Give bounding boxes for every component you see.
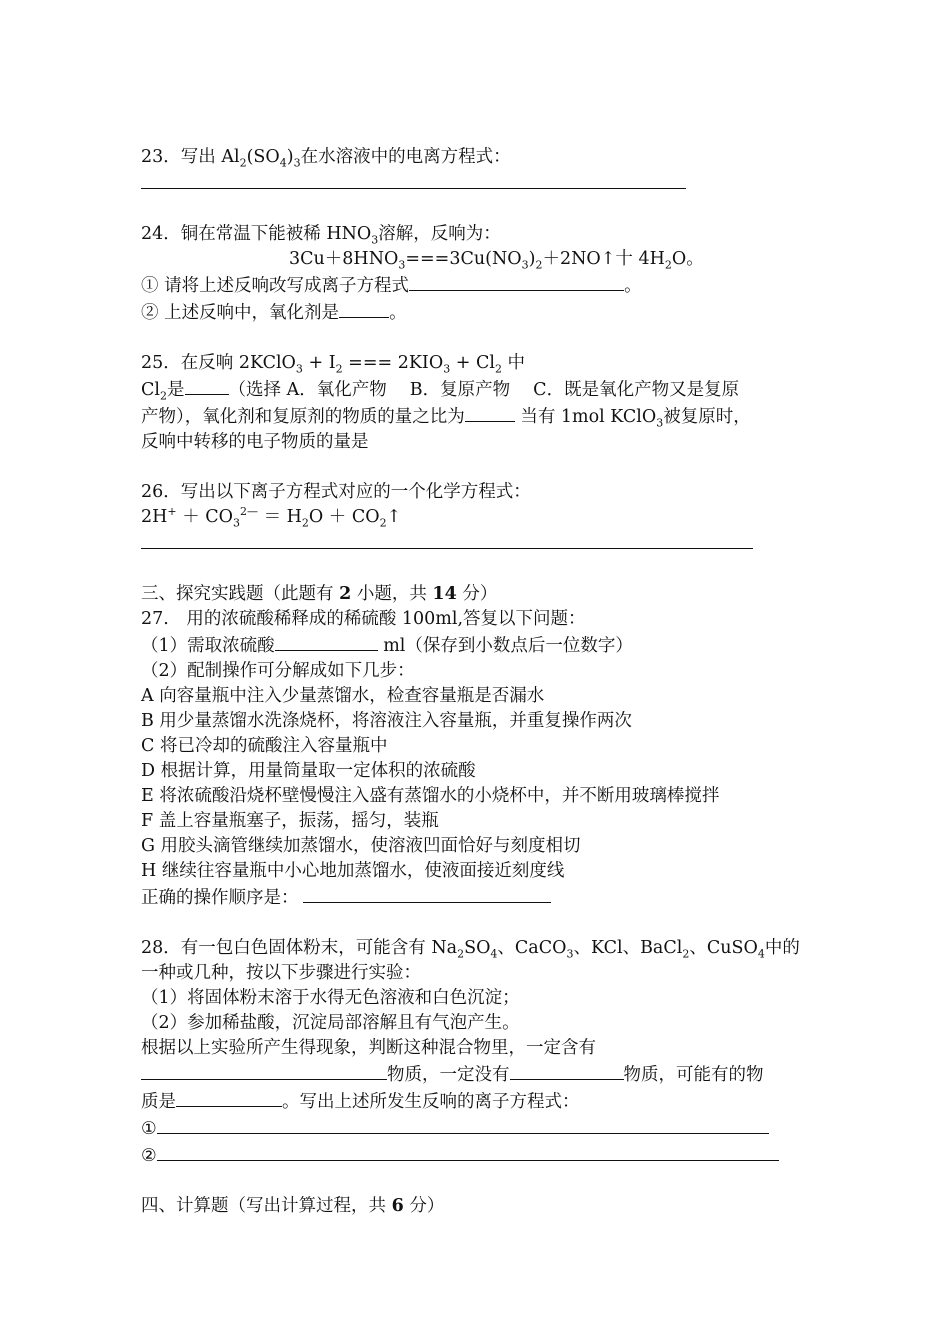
q25-line4: 反响中转移的电子物质的量是	[141, 432, 369, 452]
q27-part1: （1）需取浓硫酸 ml（保存到小数点后一位数字）	[141, 632, 821, 659]
q28-equation-2: ②	[141, 1142, 821, 1169]
q27-step: E 将浓硫酸沿烧杯壁慢慢注入盛有蒸馏水的小烧杯中，并不断用玻璃棒搅拌	[141, 786, 720, 806]
q28-absent-blank[interactable]	[510, 1061, 624, 1080]
q28-equation-2-blank[interactable]	[157, 1142, 779, 1161]
q27-order: 正确的操作顺序是：	[141, 884, 821, 911]
exam-page	[141, 145, 821, 1219]
q24-intro: 24．铜在常温下能被稀 $HNO_3$溶解，反响为：	[141, 224, 501, 247]
section-3-heading: 三、探究实践题（此题有 2 小题，共 14 分）	[141, 584, 498, 604]
q25-reaction: 25．在反响 2KClO$_3$ + $I_2$ === $2KIO_3 + Cl_2$ 中	[141, 353, 526, 376]
q28-line6: 物质，一定没有 物质，可能有的物	[141, 1061, 821, 1088]
q24-ionic-equation-blank[interactable]	[409, 272, 624, 291]
q27-step: D 根据计算，用量筒量取一定体积的浓硫酸	[141, 761, 476, 781]
q28-step1: （1）将固体粉末溶于水得无色溶液和白色沉淀；	[141, 988, 520, 1008]
q27-step: F 盖上容量瓶塞子，振荡，摇匀，装瓶	[141, 811, 439, 831]
q28-possible-blank[interactable]	[176, 1088, 282, 1107]
q24-oxidant-blank[interactable]	[339, 299, 389, 318]
q25-cl2-blank[interactable]	[185, 376, 229, 395]
q27-prompt: 27. 用的浓硫酸稀释成的稀硫酸 100ml,答复以下问题：	[141, 609, 586, 629]
q28-line1: 28．有一包白色固体粉末，可能含有 $Na_2SO_4$、CaCO$_3$、KCl、BaCl$_2$、CuSO$_4$中的	[141, 938, 800, 961]
q24-part1: ① 请将上述反响改写成离子方程式 。	[141, 272, 821, 299]
section-4-heading: 四、计算题（写出计算过程，共 6 分）	[141, 1196, 445, 1216]
q25-line3: 产物），氧化剂和复原剂的物质的量之比为 当有 1mol KClO$_3$被复原时，	[141, 403, 821, 430]
q25-ratio-blank[interactable]	[465, 403, 515, 422]
q28-line7: 质是 。写出上述所发生反响的离子方程式：	[141, 1088, 821, 1115]
q24-part2: ② 上述反响中，氧化剂是 。	[141, 299, 821, 326]
q27-order-blank[interactable]	[303, 884, 551, 903]
q27-step: C 将已冷却的硫酸注入容量瓶中	[141, 736, 388, 756]
q26-prompt: 26．写出以下离子方程式对应的一个化学方程式：	[141, 482, 531, 502]
q28-line5: 根据以上实验所产生得现象，判断这种混合物里，一定含有	[141, 1038, 596, 1058]
q25-line2: $Cl_2$是 （选择 A．氧化产物 B．复原产物 C．既是氧化产物又是复原	[141, 376, 821, 403]
q26-ionic-equation: $2H^+ + CO_3^{2—} = H_2O$ ＋ $CO_2↑$	[141, 505, 402, 530]
q27-step: A 向容量瓶中注入少量蒸馏水，检查容量瓶是否漏水	[141, 686, 545, 706]
q28-equation-1: ①	[141, 1115, 821, 1142]
q23-answer-blank[interactable]	[141, 170, 821, 197]
q27-part2: （2）配制操作可分解成如下几步：	[141, 661, 415, 681]
q28-equation-1-blank[interactable]	[157, 1115, 769, 1134]
q28-line2: 一种或几种，按以下步骤进行实验：	[141, 963, 421, 983]
q26-answer-blank[interactable]	[141, 530, 821, 557]
q28-step2: （2）参加稀盐酸，沉淀局部溶解且有气泡产生。	[141, 1013, 520, 1033]
q27-volume-blank[interactable]	[275, 632, 378, 651]
q24-equation: $3Cu+8HNO_3===3Cu(NO_3)_2+2NO↑$十 $4H_2O$。	[289, 249, 704, 272]
q23-prompt: 23．写出 $Al_2(SO_4)_3$在水溶液中的电离方程式：	[141, 147, 511, 170]
q27-step: H 继续往容量瓶中小心地加蒸馏水，使液面接近刻度线	[141, 861, 565, 881]
q27-step: G 用胶头滴管继续加蒸馏水，使溶液凹面恰好与刻度相切	[141, 836, 581, 856]
q27-step: B 用少量蒸馏水洗涤烧杯，将溶液注入容量瓶，并重复操作两次	[141, 711, 632, 731]
q28-definite-blank[interactable]	[141, 1061, 387, 1080]
